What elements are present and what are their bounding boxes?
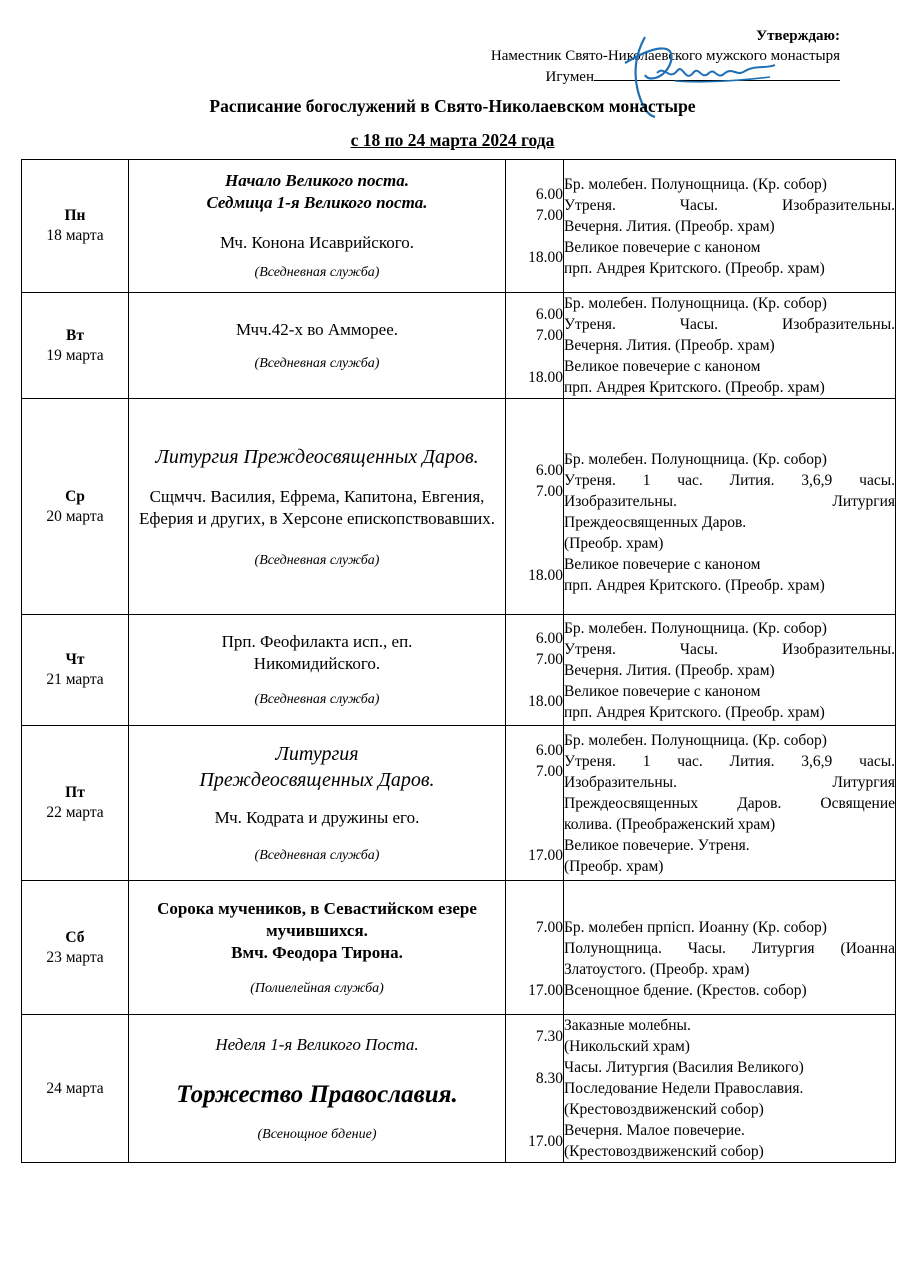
desc-cell [564,160,896,293]
service-time: 7.00 [535,207,563,224]
date: 23 марта [46,948,104,966]
desc-line: Бр. молебен. Полунощница. (Кр. собор) [564,451,827,468]
service-time: 18.00 [528,368,563,386]
desc-line: Вечерня. Лития. (Преобр. храм) [564,337,775,354]
feast-cell [129,726,506,881]
service-time: 18.00 [528,249,563,266]
day-cell [22,293,129,399]
hegumen-label: Игумен [545,69,594,85]
weekday: Ср [65,487,85,505]
service-time: 6.00 [535,186,563,203]
feast-line: Мч. Конона Исаврийского. [219,233,415,252]
feast-cell [129,1015,506,1163]
date: 21 марта [46,671,104,688]
desc-line: Утреня. 1 час. Лития. 3,6,9 часы. [564,752,895,770]
desc-line: Великое повечерие с каноном [564,358,761,375]
feast-line: Начало Великого поста. [224,171,409,190]
day-cell [22,615,129,726]
desc-line: прп. Андрея Критского. (Преобр. храм) [564,703,825,721]
desc-line: Изобразительны. Литургия [564,493,895,510]
table-row [22,881,896,1015]
service-type: (Вседневная служба) [254,355,380,371]
service-type: (Полиелейная служба) [250,980,384,996]
feast-line: Литургия Преждеосвященных Даров. [155,445,479,468]
service-type: (Вседневная служба) [254,848,380,863]
feast-line: Мчч.42-х во Амморее. [235,319,399,339]
weekday: Пн [64,207,86,224]
desc-line: (Преобр. храм) [564,857,664,875]
feast-cell [129,293,506,399]
desc-line: Златоустого. (Преобр. храм) [564,960,750,978]
service-type: (Вседневная служба) [254,692,380,707]
table-row [22,1015,896,1163]
desc-line: Бр. молебен прпісп. Иоанну (Кр. собор) [564,918,827,936]
desc-line: Вечерня. Лития. (Преобр. храм) [564,217,775,235]
feast-cell [129,399,506,615]
schedule-period: с 18 по 24 марта 2024 года [350,130,555,150]
times-cell [506,881,564,1015]
desc-line: Великое повечерие. Утреня. [564,836,750,854]
table-row [22,160,896,293]
feast-line: Мч. Кодрата и дружины его. [214,808,420,827]
desc-line: прп. Андрея Критского. (Преобр. храм) [564,379,825,396]
service-time: 18.00 [528,566,563,584]
desc-line: Полунощница. Часы. Литургия (Иоанна [564,939,895,957]
feast-cell [129,615,506,726]
desc-line: Великое повечерие с каноном [564,238,761,256]
desc-line: (Никольский храм) [564,1038,690,1055]
desc-line: (Крестовоздвиженский собор) [564,1143,764,1160]
service-time: 6.00 [535,630,563,647]
approval-position: Наместник Свято-Николаевского мужского монастыря [490,48,840,64]
desc-cell [564,615,896,726]
desc-line: Утреня. Часы. Изобразительны. [564,316,895,333]
date: 22 марта [46,804,104,821]
service-time: 7.00 [535,482,563,500]
table-row [22,615,896,726]
service-time: 6.00 [535,742,563,759]
service-time: 6.00 [535,461,563,479]
times-cell [506,726,564,881]
service-time: 6.00 [535,305,563,323]
desc-line: Великое повечерие с каноном [564,556,761,573]
day-cell [22,399,129,615]
service-time: 17.00 [528,847,563,864]
service-time: 17.00 [528,1132,563,1150]
times-cell [506,160,564,293]
table-row [22,399,896,615]
desc-line: Бр. молебен. Полунощница. (Кр. собор) [564,619,827,637]
desc-line: Утреня. 1 час. Лития. 3,6,9 часы. [564,472,895,489]
date: 20 марта [46,507,104,525]
desc-line: Вечерня. Лития. (Преобр. храм) [564,661,775,679]
table-row [22,726,896,881]
desc-line: Преждеосвященных Даров. Освящение [564,794,895,812]
feast-line: Прп. Феофилакта исп., еп. Никомидийского. [221,632,413,673]
weekday: Сб [65,928,85,946]
desc-line: (Преобр. храм) [564,535,664,552]
table-row [22,293,896,399]
desc-line: Заказные молебны. [564,1017,691,1034]
desc-line: Утреня. Часы. Изобразительны. [564,196,895,214]
service-time: 7.00 [535,326,563,344]
desc-cell [564,399,896,615]
desc-line: Бр. молебен. Полунощница. (Кр. собор) [564,731,827,749]
desc-cell [564,1015,896,1163]
desc-line: Великое повечерие с каноном [564,682,761,700]
feast-cell [129,881,506,1015]
feast-cell [129,160,506,293]
desc-line: прп. Андрея Критского. (Преобр. храм) [564,577,825,594]
approval-heading: Утверждаю: [756,28,840,44]
desc-line: Последование Недели Православия. [564,1080,804,1097]
desc-line: Утреня. Часы. Изобразительны. [564,640,895,658]
feast-line: Седмица 1-я Великого поста. [206,193,428,212]
day-cell [22,1015,129,1163]
desc-line: Часы. Литургия (Василия Великого) [564,1059,804,1076]
service-type: (Вседневная служба) [254,265,380,280]
day-cell [22,881,129,1015]
feast-line: Неделя 1-я Великого Поста. [215,1034,419,1054]
times-cell [506,615,564,726]
times-cell [506,399,564,615]
desc-line: Вечерня. Малое повечерие. [564,1122,745,1139]
schedule-table [21,159,896,1163]
service-time: 17.00 [528,981,563,999]
service-time: 7.00 [535,763,563,780]
day-cell [22,726,129,881]
service-time: 18.00 [528,693,563,710]
schedule-title: Расписание богослужений в Свято-Николаевском монастыре [209,96,696,116]
day-cell [22,160,129,293]
weekday: Пт [65,784,85,801]
service-time: 7.00 [535,918,563,936]
desc-line: (Крестовоздвиженский собор) [564,1101,764,1118]
feast-line: Сорока мучеников, в Севастийском езере мучившихся. [157,898,477,940]
feast-line: Торжество Православия. [176,1080,458,1108]
weekday: Вт [66,326,84,344]
desc-line: Бр. молебен. Полунощница. (Кр. собор) [564,175,827,193]
times-cell [506,293,564,399]
date: 18 марта [46,227,104,244]
feast-line: Вмч. Феодора Тирона. [231,942,403,962]
feast-line: Сщмчч. Василия, Ефрема, Капитона, Евгения, Еферия и других, в Херсоне епископствовавших. [139,486,495,528]
desc-line: Изобразительны. Литургия [564,773,895,791]
service-type: (Всенощное бдение) [257,1126,377,1142]
desc-cell [564,726,896,881]
service-time: 7.30 [535,1027,563,1045]
service-time: 8.30 [535,1069,563,1087]
times-cell [506,1015,564,1163]
desc-line: прп. Андрея Критского. (Преобр. храм) [564,259,825,277]
date: 19 марта [46,346,104,364]
service-type: (Вседневная служба) [254,552,380,568]
desc-line: Бр. молебен. Полунощница. (Кр. собор) [564,295,827,312]
desc-cell [564,293,896,399]
desc-line: колива. (Преображенский храм) [564,815,776,833]
feast-line: Литургия Преждеосвященных Даров. [199,743,435,791]
date: 24 марта [46,1079,104,1097]
service-time: 7.00 [535,651,563,668]
weekday: Чт [65,651,85,668]
desc-cell [564,881,896,1015]
desc-line: Всенощное бдение. (Крестов. собор) [564,981,807,999]
desc-line: Преждеосвященных Даров. [564,514,747,531]
